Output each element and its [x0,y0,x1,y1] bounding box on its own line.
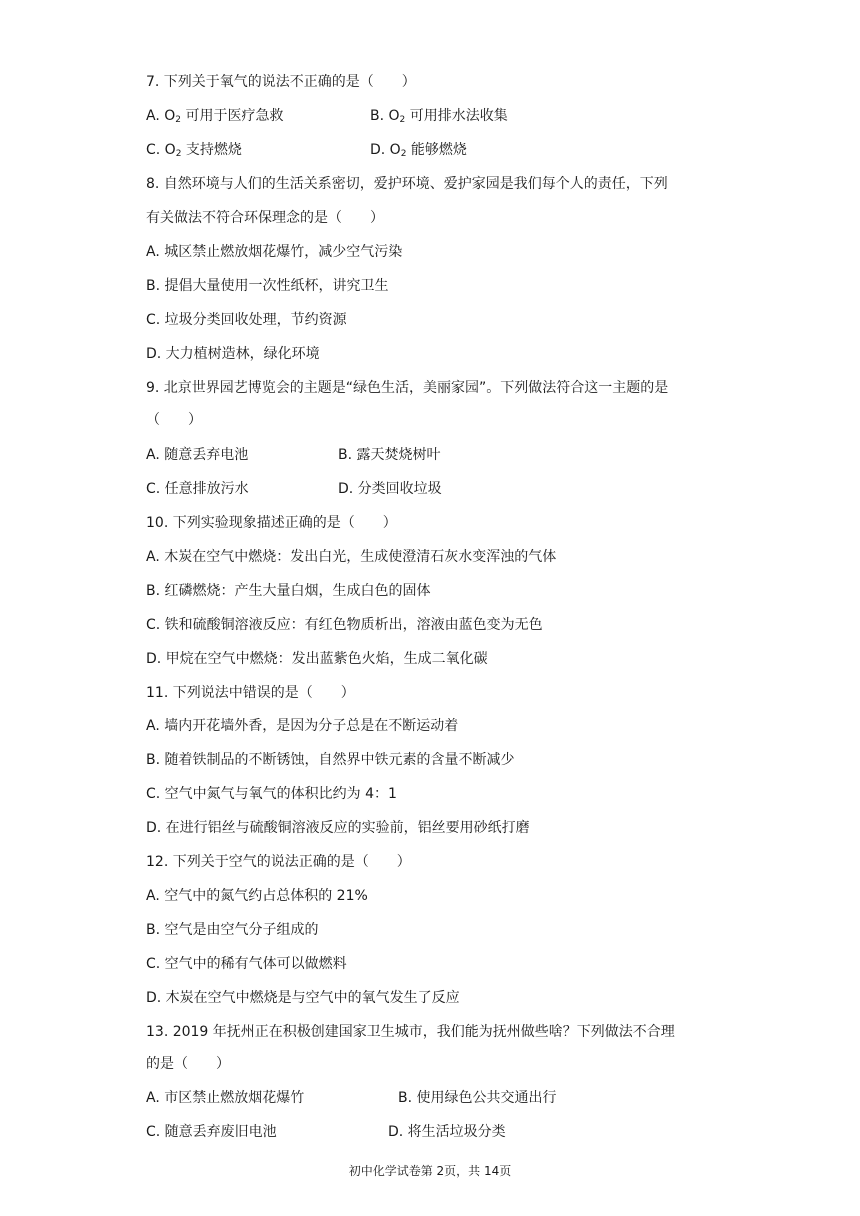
question-9-stem-line-1: 9. 北京世界园艺博览会的主题是“绿色生活，美丽家园”。下列做法符合这一主题的是 [146,380,669,396]
option-d: D. $O_2$ 能够燃烧 [370,142,467,159]
question-9-stem-line-2: （ ） [146,412,202,428]
option-d: D. 将生活垃圾分类 [388,1124,506,1140]
option-b: B. 随着铁制品的不断锈蚀，自然界中铁元素的含量不断减少 [146,752,515,768]
question-11-stem: 11. 下列说法中错误的是（ ） [146,685,355,701]
option-c: C. 垃圾分类回收处理，节约资源 [146,312,347,328]
question-9-options-row-2 [146,479,746,499]
option-a: A. 空气中的氮气约占总体积的 21% [146,888,368,904]
option-c: C. 任意排放污水 [146,481,249,497]
option-a: A. 市区禁止燃放烟花爆竹 [146,1090,305,1106]
option-b: B. $O_2$ 可用排水法收集 [370,108,508,125]
option-d: D. 木炭在空气中燃烧是与空气中的氧气发生了反应 [146,990,460,1006]
question-13-stem-line-1: 13. 2019 年抚州正在积极创建国家卫生城市，我们能为抚州做些啥？下列做法不合理 [146,1024,675,1040]
question-9-options-row-1 [146,445,746,465]
option-d: D. 在进行铝丝与硫酸铜溶液反应的实验前，铝丝要用砂纸打磨 [146,820,530,836]
option-b: B. 红磷燃烧：产生大量白烟，生成白色的固体 [146,583,431,599]
page-footer: 初中化学试卷第 2页，共 14页 [348,1164,512,1178]
question-8-stem-line-2: 有关做法不符合环保理念的是（ ） [146,210,384,226]
question-8-stem-line-1: 8. 自然环境与人们的生活关系密切，爱护环境、爱护家园是我们每个人的责任，下列 [146,176,668,192]
option-b: B. 露天焚烧树叶 [338,447,441,463]
option-b: B. 提倡大量使用一次性纸杯，讲究卫生 [146,278,389,294]
option-c: C. 随意丢弃废旧电池 [146,1124,277,1140]
question-13-stem-line-2: 的是（ ） [146,1056,230,1072]
question-12-stem: 12. 下列关于空气的说法正确的是（ ） [146,854,411,870]
option-b: B. 空气是由空气分子组成的 [146,922,319,938]
option-d: D. 大力植树造林，绿化环境 [146,346,320,362]
option-a: A. $O_2$ 可用于医疗急救 [146,108,284,125]
option-d: D. 甲烷在空气中燃烧：发出蓝紫色火焰，生成二氧化碳 [146,651,488,667]
option-a: A. 随意丢弃电池 [146,447,249,463]
option-c: C. $O_2$ 支持燃烧 [146,142,242,159]
question-7-options-row-2 [146,140,746,160]
option-b: B. 使用绿色公共交通出行 [398,1090,557,1106]
question-13-options-row-1 [146,1088,746,1108]
question-13-options-row-2 [146,1122,746,1142]
option-c: C. 空气中氮气与氧气的体积比约为 4：1 [146,786,397,802]
option-a: A. 木炭在空气中燃烧：发出白光，生成使澄清石灰水变浑浊的气体 [146,549,557,565]
option-c: C. 铁和硫酸铜溶液反应：有红色物质析出，溶液由蓝色变为无色 [146,617,543,633]
option-a: A. 城区禁止燃放烟花爆竹，减少空气污染 [146,244,403,260]
option-a: A. 墙内开花墙外香，是因为分子总是在不断运动着 [146,718,459,734]
option-d: D. 分类回收垃圾 [338,481,442,497]
question-7-options-row-1 [146,106,746,126]
option-c: C. 空气中的稀有气体可以做燃料 [146,956,347,972]
question-7-stem: 7. 下列关于氧气的说法不正确的是（ ） [146,74,416,90]
question-10-stem: 10. 下列实验现象描述正确的是（ ） [146,515,397,531]
